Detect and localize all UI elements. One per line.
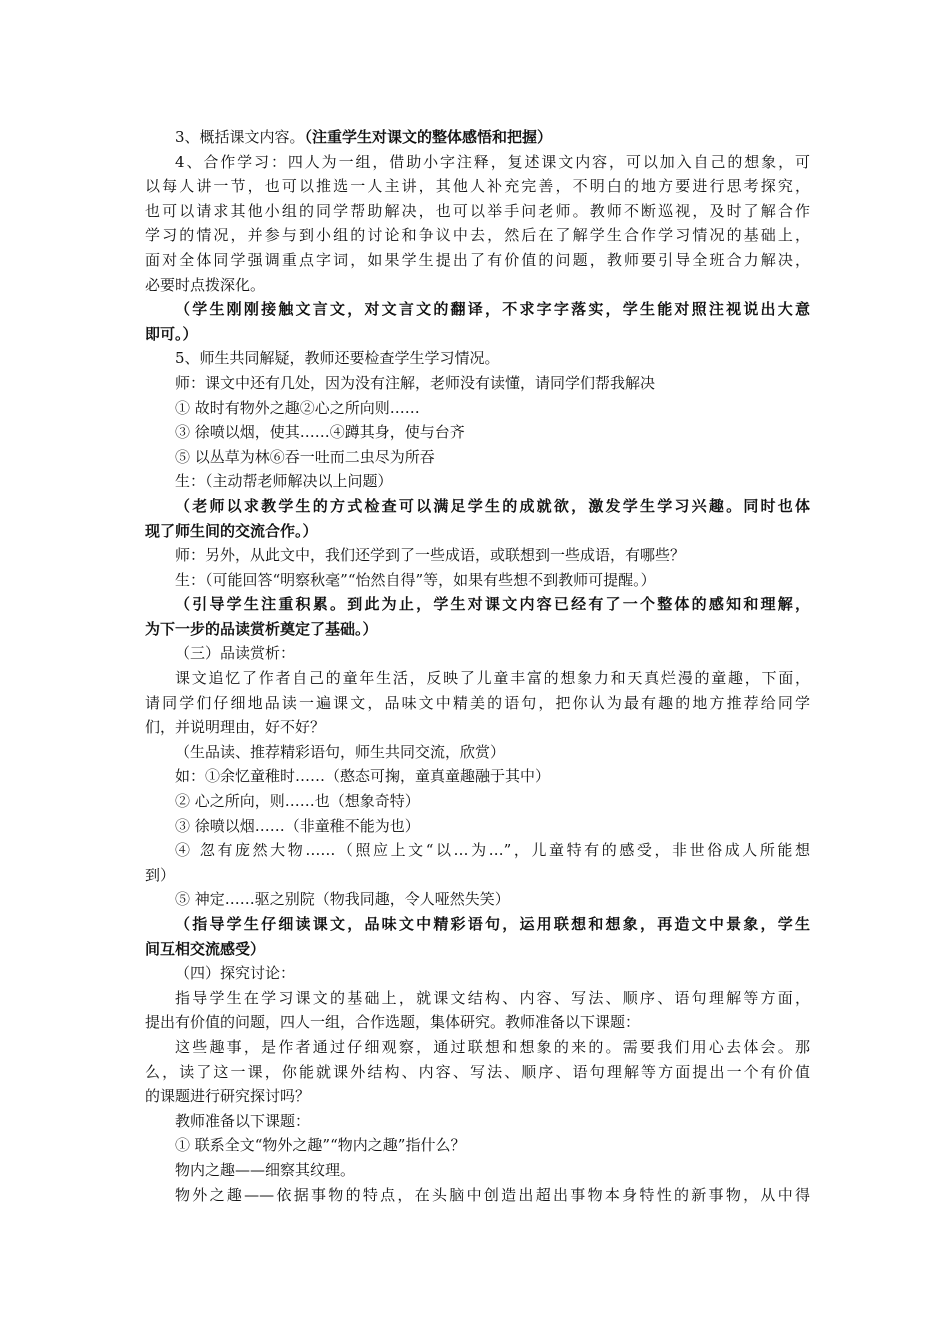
text-line — [145, 445, 810, 470]
text-line — [145, 297, 810, 322]
text-run: 学习的情况，并参与到小组的讨论和争议中去，然后在了解学生合作学习情况的基础上， — [145, 226, 810, 245]
text-run: 物内之趣——细察其纹理。 — [175, 1160, 356, 1179]
text-run: ⑤ 以丛草为林⑥吞一吐而二虫尽为所吞 — [175, 447, 435, 466]
text-run: 4、合作学习：四人为一组，借助小字注释，复述课文内容，可以加入自己的想象，可 — [175, 152, 810, 171]
text-run: 师：课文中还有几处，因为没有注解，老师没有读懂，请同学们帮我解决 — [175, 373, 656, 392]
text-run: ⑤ 神定……驱之别院（物我同趣，令人哑然失笑） — [175, 890, 510, 909]
text-line — [145, 666, 810, 691]
text-line — [145, 519, 810, 544]
text-line — [145, 1060, 810, 1085]
text-run: 生：（主动帮老师解决以上问题） — [175, 472, 393, 491]
text-run: 这些趣事，是作者通过仔细观察，通过联想和想象的来的。需要我们用心去体会。那 — [175, 1037, 810, 1056]
text-run: 也可以请求其他小组的同学帮助解决，也可以举手问老师。教师不断巡视，及时了解合作 — [145, 201, 810, 220]
text-line — [145, 838, 810, 863]
text-line — [145, 273, 810, 298]
text-line — [145, 814, 810, 839]
text-run: 到） — [145, 865, 176, 884]
text-run: 指导学生在学习课文的基础上，就课文结构、内容、写法、顺序、语句理解等方面， — [175, 988, 810, 1007]
text-line — [145, 199, 810, 224]
bold-text-run: 为下一步的品读赏析奠定了基础。） — [145, 619, 378, 638]
text-run: 3、概括课文内容。 — [175, 128, 305, 146]
text-line — [145, 346, 810, 371]
text-line — [145, 1133, 810, 1158]
text-run: ① 故时有物外之趣②心之所向则…… — [175, 398, 420, 417]
text-line — [145, 1084, 810, 1109]
bold-text-run: （老师以求教学生的方式检查可以满足学生的成就欲，激发学生学习兴趣。同时也体 — [175, 496, 810, 515]
text-line — [145, 125, 810, 150]
text-line — [145, 174, 810, 199]
text-line — [145, 371, 810, 396]
text-line — [145, 150, 810, 175]
text-line — [145, 863, 810, 888]
bold-text-run: 现了师生间的交流合作。） — [145, 521, 318, 540]
text-line — [145, 937, 810, 962]
text-run: ① 联系全文“物外之趣”“物内之趣”指什么？ — [175, 1136, 466, 1155]
text-line — [145, 764, 810, 789]
text-run: 必要时点拨深化。 — [145, 275, 266, 294]
text-run: 生：（可能回答“明察秋毫”“怡然自得”等，如果有些想不到教师可提醒。） — [175, 570, 656, 589]
text-run: ③ 徐喷以烟……（非童稚不能为也） — [175, 816, 420, 835]
text-line — [145, 543, 810, 568]
text-line — [145, 789, 810, 814]
text-line — [145, 912, 810, 937]
text-line — [145, 641, 810, 666]
text-run: ② 心之所向，则……也（想象奇特） — [175, 792, 420, 811]
text-run: 师：另外，从此文中，我们还学到了一些成语，或联想到一些成语，有哪些？ — [175, 546, 686, 565]
text-line — [145, 494, 810, 519]
text-run: 么，读了这一课，你能就课外结构、内容、写法、顺序、语句理解等方面提出一个有价值 — [145, 1062, 810, 1081]
text-line — [145, 1010, 810, 1035]
text-run: （三）品读赏析： — [175, 644, 296, 663]
text-line — [145, 740, 810, 765]
text-line — [145, 986, 810, 1011]
bold-text-run: （注重学生对课文的整体感悟和把握） — [304, 128, 553, 146]
text-line — [145, 1035, 810, 1060]
text-run: 5、师生共同解疑，教师还要检查学生学习情况。 — [175, 349, 500, 368]
bold-text-run: 即可。） — [145, 324, 198, 343]
text-run: 教师准备以下课题： — [175, 1111, 311, 1130]
text-run: （四）探究讨论： — [175, 964, 296, 983]
text-line — [145, 715, 810, 740]
text-run: 以每人讲一节，也可以推选一人主讲，其他人补充完善，不明白的地方要进行思考探究， — [145, 177, 810, 196]
text-line — [145, 223, 810, 248]
text-run: ④ 忽有庞然大物……（照应上文“以…为…”，儿童特有的感受，非世俗成人所能想 — [175, 841, 810, 860]
text-line — [145, 420, 810, 445]
text-line — [145, 568, 810, 593]
text-line — [145, 469, 810, 494]
text-line — [145, 961, 810, 986]
text-run: 请同学们仔细地品读一遍课文，品味文中精美的语句，把你认为最有趣的地方推荐给同学 — [145, 693, 810, 712]
bold-text-run: （指导学生仔细读课文，品味文中精彩语句，运用联想和想象，再造文中景象，学生 — [175, 915, 810, 933]
text-run: 物外之趣——依据事物的特点，在头脑中创造出超出事物本身特性的新事物，从中得 — [175, 1185, 810, 1204]
text-run: 提出有价值的问题，四人一组，合作选题，集体研究。教师准备以下课题： — [145, 1013, 641, 1032]
text-run: 的课题进行研究探讨吗？ — [145, 1087, 311, 1106]
text-line — [145, 322, 810, 347]
bold-text-run: （学生刚刚接触文言文，对文言文的翻译，不求字字落实，学生能对照注视说出大意 — [175, 300, 810, 319]
text-run: 如：①余忆童稚时……（憨态可掬，童真童趣融于其中） — [175, 767, 551, 786]
document-page — [145, 125, 810, 1207]
text-line — [145, 691, 810, 716]
text-line — [145, 592, 810, 617]
text-line — [145, 248, 810, 273]
text-line — [145, 1109, 810, 1134]
bold-text-run: 间互相交流感受） — [145, 939, 266, 958]
text-run: ③ 徐喷以烟，使其……④蹲其身，使与台齐 — [175, 423, 465, 442]
text-line — [145, 1158, 810, 1183]
text-line — [145, 396, 810, 421]
text-run: 课文追忆了作者自己的童年生活，反映了儿童丰富的想象力和天真烂漫的童趣，下面， — [175, 669, 810, 688]
text-line — [145, 1183, 810, 1208]
text-run: 面对全体同学强调重点字词，如果学生提出了有价值的问题，教师要引导全班合力解决， — [145, 250, 810, 269]
text-line — [145, 887, 810, 912]
bold-text-run: （引导学生注重积累。到此为止，学生对课文内容已经有了一个整体的感知和理解， — [175, 595, 810, 614]
text-run: 们，并说明理由，好不好？ — [145, 718, 326, 737]
text-line — [145, 617, 810, 642]
text-run: （生品读、推荐精彩语句，师生共同交流，欣赏） — [175, 742, 506, 761]
